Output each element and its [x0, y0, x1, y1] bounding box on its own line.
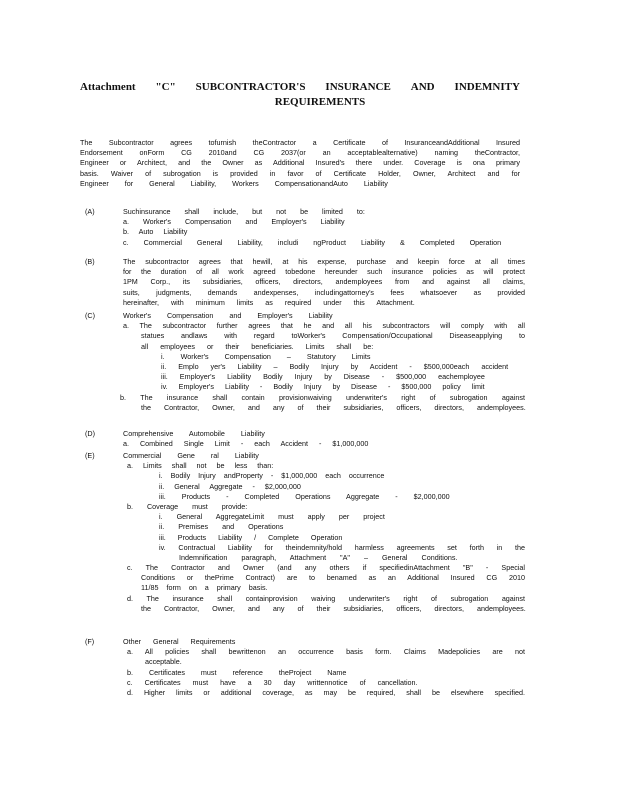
title-word: INDEMNITY	[454, 81, 520, 93]
section-line: iii. Employer's Liability Bodily Injury by Disease - $500,000 eachemployee	[161, 372, 485, 382]
title-word: "C"	[155, 81, 176, 93]
section-line: iv. Contractual Liability for theindemnity/hold harmless agreements set forth in the	[159, 542, 525, 552]
title-word: SUBCONTRACTOR'S	[195, 81, 306, 93]
section-line: ii. Premises and Operations	[159, 522, 284, 532]
section-line: for the duration of all work agreed tobedone hereunder such insurance policies as will protect	[123, 267, 525, 277]
section-line: a. Limits shall not be less than:	[127, 461, 274, 471]
title-word: AND	[410, 81, 435, 93]
intro-line: Engineer for General Liability, Workers CompensationandAuto Liability	[80, 178, 388, 188]
title-word: Attachment	[80, 81, 136, 93]
section-line: the Contractor, Owner, and any of their subsidiaries, officers, directors, andemployees.	[141, 603, 526, 613]
title-line-2: REQUIREMENTS	[274, 96, 366, 108]
section-line: c. Certificates must have a 30 day writtennotice of cancellation.	[127, 677, 418, 687]
section-line: acceptable.	[145, 657, 182, 667]
section-line: 11/85 form on a primary basis.	[141, 583, 268, 593]
section-line: d. The insurance shall containprovision waiving underwriter's right of subrogation against	[127, 593, 525, 603]
section-label: (E)	[85, 451, 95, 460]
section-line: Comprehensive Automobile Liability	[123, 429, 265, 438]
section-line: a. Worker's Compensation and Employer's Liability	[123, 217, 345, 227]
section-line: iii. Products Liability / Complete Operation	[159, 532, 343, 542]
section-line: Suchinsurance shall include, but not be limited to:	[123, 207, 365, 216]
section-line: The subcontractor agrees that hewill, at his expense, purchase and keepin force at all times	[123, 257, 525, 266]
section-line: ii. Emplo yer's Liability – Bodily Injury by Accident - $500,000each accident	[161, 361, 509, 371]
section-line: Indemnification paragraph, Attachment "A" – General Conditions.	[179, 552, 458, 562]
section-line: i. Bodily Injury andProperty - $1,000,000 each occurrence	[159, 471, 385, 481]
section-line: i. Worker's Compensation – Statutory Limits	[161, 351, 371, 361]
section-line: 1PM Corp., its subsidiaries, officers, directors, andemployees from and against all claims,	[123, 277, 525, 287]
section-label: (F)	[85, 637, 95, 646]
section-line: a. The subcontractor further agrees that he and all his subcontractors will comply with all	[123, 321, 525, 331]
intro-line: basis. Waiver of subrogation is provided in favor of Certificate Holder, Owner, Architect and for	[80, 168, 520, 178]
section-line: Conditions or thePrime Contract) are to benamed as an Additional Insured CG 2010	[141, 573, 525, 583]
document-title	[80, 80, 520, 110]
section-line: Other General Requirements	[123, 637, 236, 646]
intro-line: The Subcontractor agrees tofurnish theContractor a Certificate of InsuranceandAdditional Insured	[80, 138, 520, 147]
intro-paragraph	[80, 138, 520, 189]
section-line: d. Higher limits or additional coverage, as may be required, shall be elsewhere specified.	[127, 687, 525, 697]
section-line: suits, judgments, demands andexpenses, includingattorney's fees whatsoever as provided	[123, 287, 525, 297]
section-line: ii. General Aggregate - $2,000,000	[159, 481, 301, 491]
section-line: b. Coverage must provide:	[127, 501, 248, 511]
section-label: (D)	[85, 429, 95, 438]
section-line: Worker's Compensation and Employer's Liability	[123, 311, 333, 320]
section-line: b. Auto Liability	[123, 227, 188, 237]
section-label: (C)	[85, 311, 95, 320]
section-line: all employees or their beneficiaries. Limits shall be:	[141, 341, 374, 351]
section-line: c. Commercial General Liability, includi ngProduct Liability & Completed Operation	[123, 237, 502, 247]
section-line: i. General AggregateLimit must apply per project	[159, 512, 385, 522]
section-label: (B)	[85, 257, 95, 266]
section-label: (A)	[85, 207, 95, 216]
section-line: the Contractor, Owner, and any of their subsidiaries, officers, directors, andemployees.	[141, 402, 526, 412]
section-line: c. The Contractor and Owner (and any others if specifiedinAttachment "B" - Special	[127, 563, 525, 573]
section-line: iii. Products - Completed Operations Aggregate - $2,000,000	[159, 491, 450, 501]
section-line: a. All policies shall bewrittenon an occurrence basis form. Claims Madepolicies are not	[127, 647, 525, 657]
section-line: Commercial Gene ral Liability	[123, 451, 259, 460]
intro-line: Engineer or Architect, and the Owner as Additional Insured's there under. Coverage is ona primary	[80, 158, 520, 168]
section-line: b. The insurance shall contain provisionwaiving underwriter's right of subrogation against	[120, 392, 525, 402]
intro-line: Endorsement onForm CG 2010and CG 2037(or an acceptablealternative) naming theContractor,	[80, 148, 520, 158]
section-line: iv. Employer's Liability - Bodily Injury by Disease - $500,000 policy limit	[161, 382, 485, 392]
section-line: statues andlaws with regard toWorker's Compensation/Occupational Diseaseapplying to	[141, 331, 525, 341]
title-word: INSURANCE	[325, 81, 391, 93]
section-line: a. Combined Single Limit - each Accident - $1,000,000	[123, 439, 369, 449]
section-line: b. Certificates must reference theProject Name	[127, 667, 347, 677]
title-line-1	[80, 80, 520, 95]
section-line: hereinafter, with minimum limits as required under this Attachment.	[123, 297, 415, 307]
